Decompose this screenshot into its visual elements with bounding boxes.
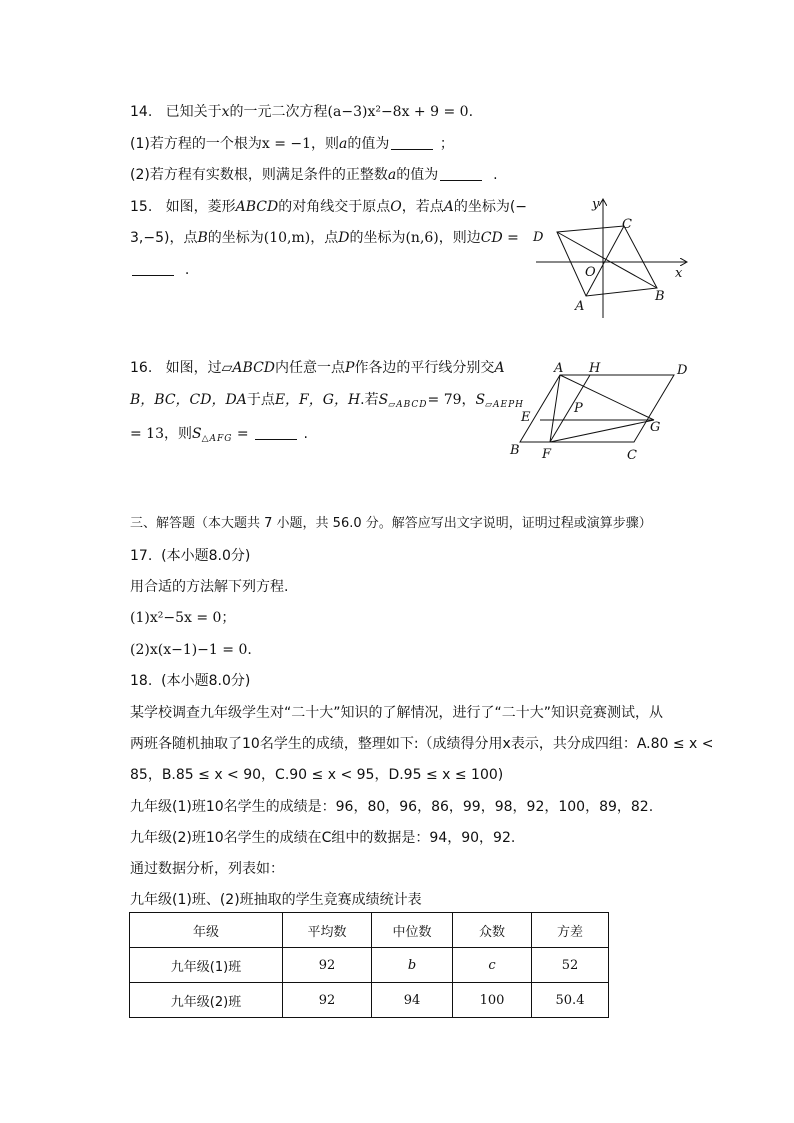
q18-table-title: 九年级(1)班、(2)班抽取的学生竞赛成绩统计表 [130, 892, 422, 908]
q18-text-4: 九年级(1)班10名学生的成绩是：96，80，96，86，99，98，92，100，89，82. [130, 799, 654, 815]
label-x: x [675, 266, 683, 281]
table-header: 年级 [130, 913, 283, 948]
table-header: 平均数 [283, 913, 372, 948]
table-header: 方差 [532, 913, 609, 948]
label-d: D [677, 363, 688, 378]
q18-text-2: 两班各随机抽取了10名学生的成绩，整理如下:（成绩得分用x表示，共分成四组：A.80 ≤ x < [130, 736, 714, 752]
q17-part2: (2)x(x−1)−1 = 0. [130, 642, 252, 658]
answer-blank[interactable] [255, 425, 297, 440]
label-a: A [554, 361, 564, 376]
label-b: B [510, 443, 520, 458]
table-cell: 92 [283, 983, 372, 1018]
table-header: 中位数 [372, 913, 453, 948]
label-c: C [622, 217, 632, 232]
table-cell: 九年级(2)班 [130, 983, 283, 1018]
label-h: H [589, 361, 601, 376]
table-cell: 92 [283, 948, 372, 983]
q18-text-1: 某学校调查九年级学生对“二十大”知识的了解情况，进行了“二十大”知识竞赛测试，从 [130, 705, 664, 721]
label-b: B [655, 289, 665, 304]
q15-line2: 3,−5)，点B的坐标为(10,m)，点D的坐标为(n,6)，则边CD = [130, 230, 519, 246]
q18-header: 18. (本小题8.0分) [130, 673, 251, 689]
table-header-row [130, 913, 609, 948]
q14-stem: 14. 已知关于x的一元二次方程(a−3)x²−8x + 9 = 0. [130, 104, 474, 120]
section3-title: 三、解答题（本大题共 7 小题，共 56.0 分。解答应写出文字说明，证明过程或演算步骤） [130, 516, 652, 531]
q18-number: 18. [130, 673, 153, 689]
q17-header: 17. (本小题8.0分) [130, 548, 251, 564]
q14-equation: (a−3)x²−8x + 9 = 0 [327, 104, 469, 120]
q17-prompt: 用合适的方法解下列方程. [130, 579, 289, 595]
table-cell: 50.4 [532, 983, 609, 1018]
q16-line3: = 13，则$S_{\triangle AFG}$ = . [130, 426, 308, 444]
table-header: 众数 [453, 913, 532, 948]
q18-text-6: 通过数据分析，列表如： [130, 861, 284, 877]
table-cell: 52 [532, 948, 609, 983]
q16-line1: 16. 如图，过▱ABCD内任意一点P作各边的平行线分别交A [130, 360, 505, 376]
table-cell: 94 [372, 983, 453, 1018]
label-a: A [575, 299, 585, 314]
table-cell: c [453, 948, 532, 983]
table-cell: 九年级(1)班 [130, 948, 283, 983]
q16-line2: B，BC，CD，DA于点E，F，G，H.若$S_{▱ABCD}= 79$，$S_{▱AEPH}$ [130, 392, 525, 410]
label-c: C [627, 448, 637, 463]
q14-part2: (2)若方程有实数根，则满足条件的正整数a的值为 . [130, 167, 498, 183]
line-af [550, 375, 560, 442]
answer-blank[interactable] [440, 166, 482, 181]
stats-table [129, 912, 609, 1018]
q15-line3: . [130, 260, 189, 280]
q18-text-5: 九年级(2)班10名学生的成绩在C组中的数据是：94，90，92. [130, 830, 516, 846]
table-row [130, 948, 609, 983]
answer-blank[interactable] [391, 135, 433, 150]
table-cell: b [372, 948, 453, 983]
line-hf [550, 375, 590, 442]
q17-number: 17. [130, 548, 153, 564]
label-d: D [533, 230, 544, 245]
label-g: G [650, 420, 661, 435]
q16-figure [508, 358, 708, 468]
q14-part1: (1)若方程的一个根为x = −1，则a的值为 ； [130, 136, 454, 152]
answer-blank[interactable] [132, 261, 174, 276]
label-f: F [542, 447, 552, 462]
table-row [130, 983, 609, 1018]
label-y: y [592, 197, 600, 212]
diagonal-ac [586, 226, 624, 296]
label-p: P [574, 401, 583, 416]
q15-figure [528, 192, 698, 324]
label-o: O [585, 265, 596, 280]
q18-text-3: 85，B.85 ≤ x < 90，C.90 ≤ x < 95，D.95 ≤ x ≤ 100) [130, 767, 504, 783]
q15-line1: 15. 如图，菱形ABCD的对角线交于原点O，若点A的坐标为(− [130, 199, 528, 215]
q16-number: 16. [130, 360, 153, 376]
line-fg [550, 420, 654, 442]
q14-number: 14. [130, 104, 153, 120]
rhombus-abcd [557, 226, 657, 296]
q15-number: 15. [130, 199, 153, 215]
label-e: E [521, 410, 531, 425]
q17-part1: (1)x²−5x = 0； [130, 610, 236, 626]
table-cell: 100 [453, 983, 532, 1018]
